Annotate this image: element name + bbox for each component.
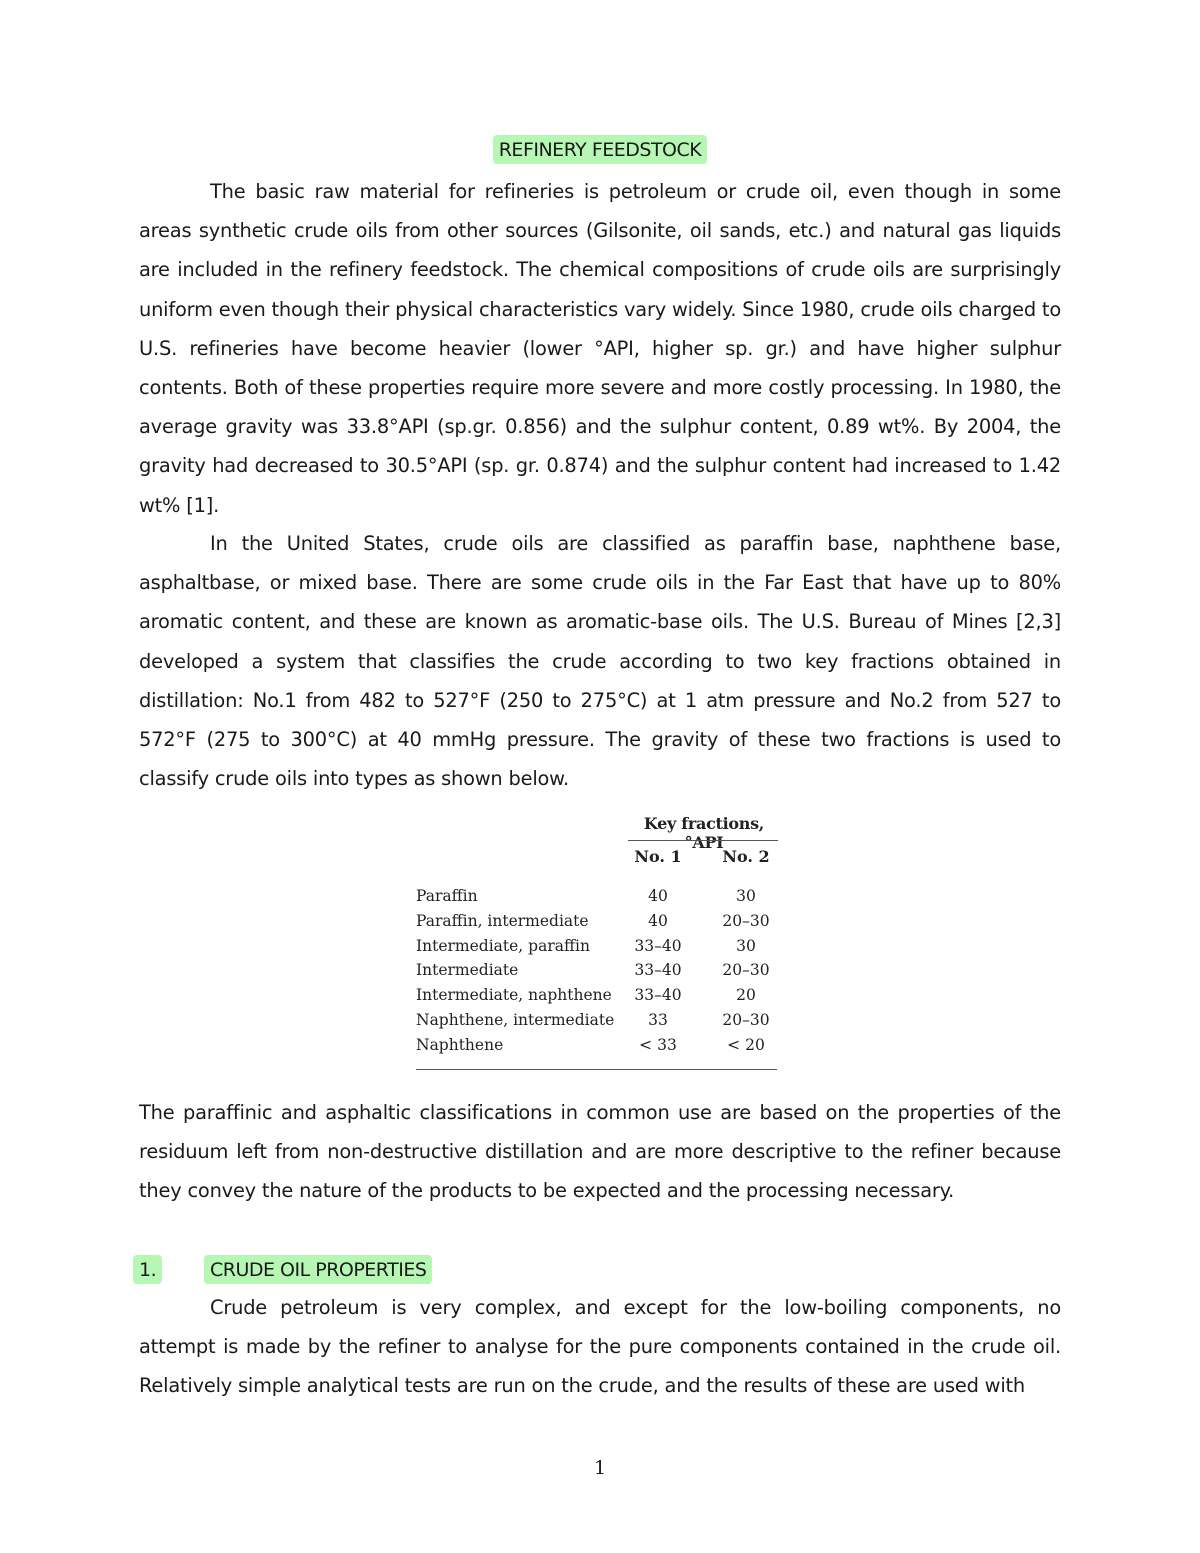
table-bottom-rule: [416, 1069, 777, 1070]
table-row-name: Intermediate: [416, 961, 519, 979]
table-cell-no2: 20–30: [722, 961, 770, 979]
table-group-rule: [628, 840, 778, 841]
table-row: [416, 887, 778, 911]
table-cell-no2: 30: [736, 937, 756, 955]
table-cell-no1: 40: [648, 912, 668, 930]
table-row-name: Paraffin: [416, 887, 478, 905]
table-row-name: Naphthene: [416, 1036, 504, 1054]
table-row: [416, 961, 778, 985]
table-row-name: Naphthene, intermediate: [416, 1011, 615, 1029]
table-row-name: Intermediate, paraffin: [416, 937, 590, 955]
table-row: [416, 912, 778, 936]
page-number: 1: [593, 1457, 607, 1479]
document-title: REFINERY FEEDSTOCK: [493, 135, 708, 164]
section-title: CRUDE OIL PROPERTIES: [204, 1255, 432, 1284]
table-cell-no1: 33–40: [634, 937, 682, 955]
table-cell-no2: < 20: [727, 1036, 765, 1054]
table-group-header: Key fractions, °API: [643, 814, 765, 852]
table-cell-no1: 40: [648, 887, 668, 905]
paragraph-residuum: The paraffinic and asphaltic classifications in common use are based on the properties of the residuum left from non-destructive distillation and are more descriptive to the refiner because they convey the nature of the products to be expected and the processing necessary.: [139, 1101, 1061, 1203]
section-number: 1.: [133, 1255, 162, 1284]
table-cell-no1: 33–40: [634, 986, 682, 1004]
table-row: [416, 1036, 778, 1060]
table-row: [416, 1011, 778, 1035]
table-cell-no2: 20: [736, 986, 756, 1004]
table-column-no1: No. 1: [634, 847, 682, 866]
table-column-no2: No. 2: [722, 847, 770, 866]
table-cell-no2: 20–30: [722, 912, 770, 930]
table-cell-no1: 33–40: [634, 961, 682, 979]
paragraph-crude-properties: Crude petroleum is very complex, and except for the low-boiling components, no attempt is made by the refiner to analyse for the pure components contained in the crude oil. Relatively simple analytical tests are run on the crude, and the results of these are used with: [139, 1296, 1061, 1398]
table-row: [416, 986, 778, 1010]
table-row-name: Intermediate, naphthene: [416, 986, 612, 1004]
table-cell-no1: 33: [648, 1011, 668, 1029]
table-cell-no1: < 33: [639, 1036, 677, 1054]
table-cell-no2: 30: [736, 887, 756, 905]
paragraph-classification: In the United States, crude oils are classified as paraffin base, naphthene base, asphaltbase, or mixed base. There are some crude oils in the Far East that have up to 80% aromatic content, and these are known as aromatic-base oils. The U.S. Bureau of Mines [2,3] developed a system that classifies the crude according to two key fractions obtained in distillation: No.1 from 482 to 527°F (250 to 275°C) at 1 atm pressure and No.2 from 527 to 572°F (275 to 300°C) at 40 mmHg pressure. The gravity of these two fractions is used to classify crude oils into types as shown below.: [139, 532, 1061, 791]
table-cell-no2: 20–30: [722, 1011, 770, 1029]
table-row: [416, 937, 778, 961]
title-wrap: [0, 139, 1200, 161]
paragraph-intro: The basic raw material for refineries is petroleum or crude oil, even though in some areas synthetic crude oils from other sources (Gilsonite, oil sands, etc.) and natural gas liquids are included in the refinery feedstock. The chemical compositions of crude oils are surprisingly uniform even though their physical characteristics vary widely. Since 1980, crude oils charged to U.S. refineries have become heavier (lower °API, higher sp. gr.) and have higher sulphur contents. Both of these properties require more severe and more costly processing. In 1980, the average gravity was 33.8°API (sp.gr. 0.856) and the sulphur content, 0.89 wt%. By 2004, the gravity had decreased to 30.5°API (sp. gr. 0.874) and the sulphur content had increased to 1.42 wt% [1].: [139, 180, 1061, 517]
table-row-name: Paraffin, intermediate: [416, 912, 589, 930]
